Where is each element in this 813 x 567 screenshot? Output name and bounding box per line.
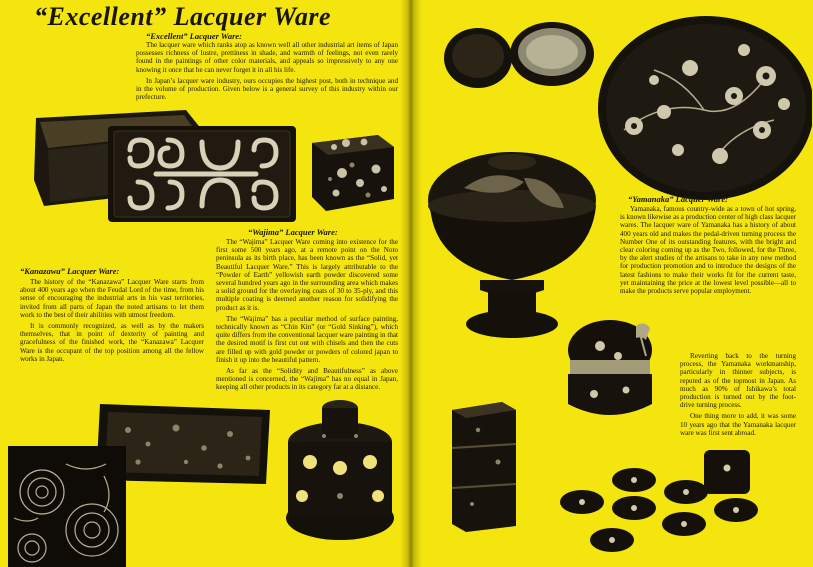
kanazawa-paragraph-1: The history of the “Kanazawa” Lacquer Ware starts from about 400 years ago when the Feudal Lord of the time, from his sense of encouraging the industrial arts in his vast territories, invited from all parts of Japan the noted artisans to let them work to the best of their abilities with utmost freedom. xyxy=(20,278,204,319)
wajima-paragraph-3: As far as the “Solidity and Beautifulness” as above mentioned is concerned, the “Wajima” has no equal in Japan, keeping all other products in its category far at a distance. xyxy=(216,367,398,392)
intro-paragraph-1: The lacquer ware which ranks atop as known well all other industrial art items of Japan possesses richness of lustre, prettiness in shade, and warmth of feelings, not even rarely found in the paintings of other color materials, and appeals so impressively to any one knowing it once that he can never forget it in all his life. xyxy=(136,41,398,74)
page-title: “Excellent” Lacquer Ware xyxy=(34,2,332,31)
intro-text xyxy=(136,41,398,104)
intro-heading: “Excellent” Lacquer Ware: xyxy=(146,31,243,41)
photo-lacquer-box xyxy=(26,110,302,228)
photo-flower-box xyxy=(306,133,398,213)
kanazawa-heading: “Kanazawa” Lacquer Ware: xyxy=(20,266,120,276)
yamanaka-paragraph-1: Yamanaka, famous country-wide as a town of hot spring, is known likewise as a production center of high class lacquer wares. The lacquer ware of Yamanaka has a history of about 400 years old and makes the pedal-driven turning process the Number One of its outstanding features, with the bright and clear coloring coming up as the Two, followed, for the Three, by the alert studies of the artisans to take in any new method for production promotion and to introduce the designs of the latest fashions to make their works fit for the current taste, yet maintaining the price at the lowest level possible—all to make the products serve popular employment. xyxy=(620,205,796,296)
photo-tea-caddy xyxy=(560,316,660,422)
page-gutter xyxy=(400,0,422,567)
yamanaka-paragraph-3: One thing more to add, it was some 10 years ago that the Yamanaka lacquer ware was first sent abroad. xyxy=(680,412,796,437)
photo-round-stand xyxy=(284,396,396,546)
yamanaka-paragraph-2: Reverting back to the turning process, the Yamanaka workmanship, particularly in thinner subjects, is reputed as of the topmost in Japan. As much as 90% of Ishikawa’s total production is turned out by the foot-drive turning process. xyxy=(680,352,796,410)
kanazawa-text xyxy=(20,278,204,366)
photo-stacked-box xyxy=(448,400,520,534)
yamanaka-heading: “Yamanaka” Lacquer Ware: xyxy=(628,194,728,204)
kanazawa-paragraph-2: It is commonly recognized, as well as by the makers themselves, that in point of dexterity of painting and gracefulness of the finished work, the “Kanazawa” Lacquer Ware is the occupant of the top position among all the fellow works in Japan. xyxy=(20,322,204,363)
intro-paragraph-2: In Japan’s lacquer ware industry, ours occupies the highest post, both in technique and in the volume of production. Given below is a general survey of this industry within our prefecture. xyxy=(136,76,398,102)
photo-large-plate xyxy=(594,10,812,206)
photo-tray-and-panel xyxy=(8,400,280,567)
yamanaka-text xyxy=(620,205,796,298)
wajima-paragraph-1: The “Wajima” Lacquer Ware coming into existence for the first some 500 years ago, at a remote point on the Noto peninsula as its birth place, has been known as the “Solid, yet Beautiful Lacquer Ware.” This is largely attributable to the “Powder of Earth” yellowish earth powder discovered some several hundred years ago in the surrounding area which makes a solid ground for the overlaying coats of 30 to 35-ply, and this multiple coating is deemed another reason for solidifying the product as it is. xyxy=(216,238,398,312)
photo-lidded-bowl xyxy=(424,148,602,344)
photo-open-bowl xyxy=(440,14,598,98)
photo-small-dishes xyxy=(552,448,782,558)
wajima-text xyxy=(216,238,398,395)
yamanaka-text-lower xyxy=(680,352,796,440)
wajima-heading: “Wajima” Lacquer Ware: xyxy=(248,227,338,237)
wajima-paragraph-2: The “Wajima” has a peculiar method of surface painting, technically known as “Chin Kin” (or “Gold Sinking”), which quite differs from the conventional lacquer ware painting in that the desired motif is first cut out with chisels and then the cuts are filled up with gold powder or powders of colored japan to finish it up into the beautiful pattern. xyxy=(216,314,398,364)
